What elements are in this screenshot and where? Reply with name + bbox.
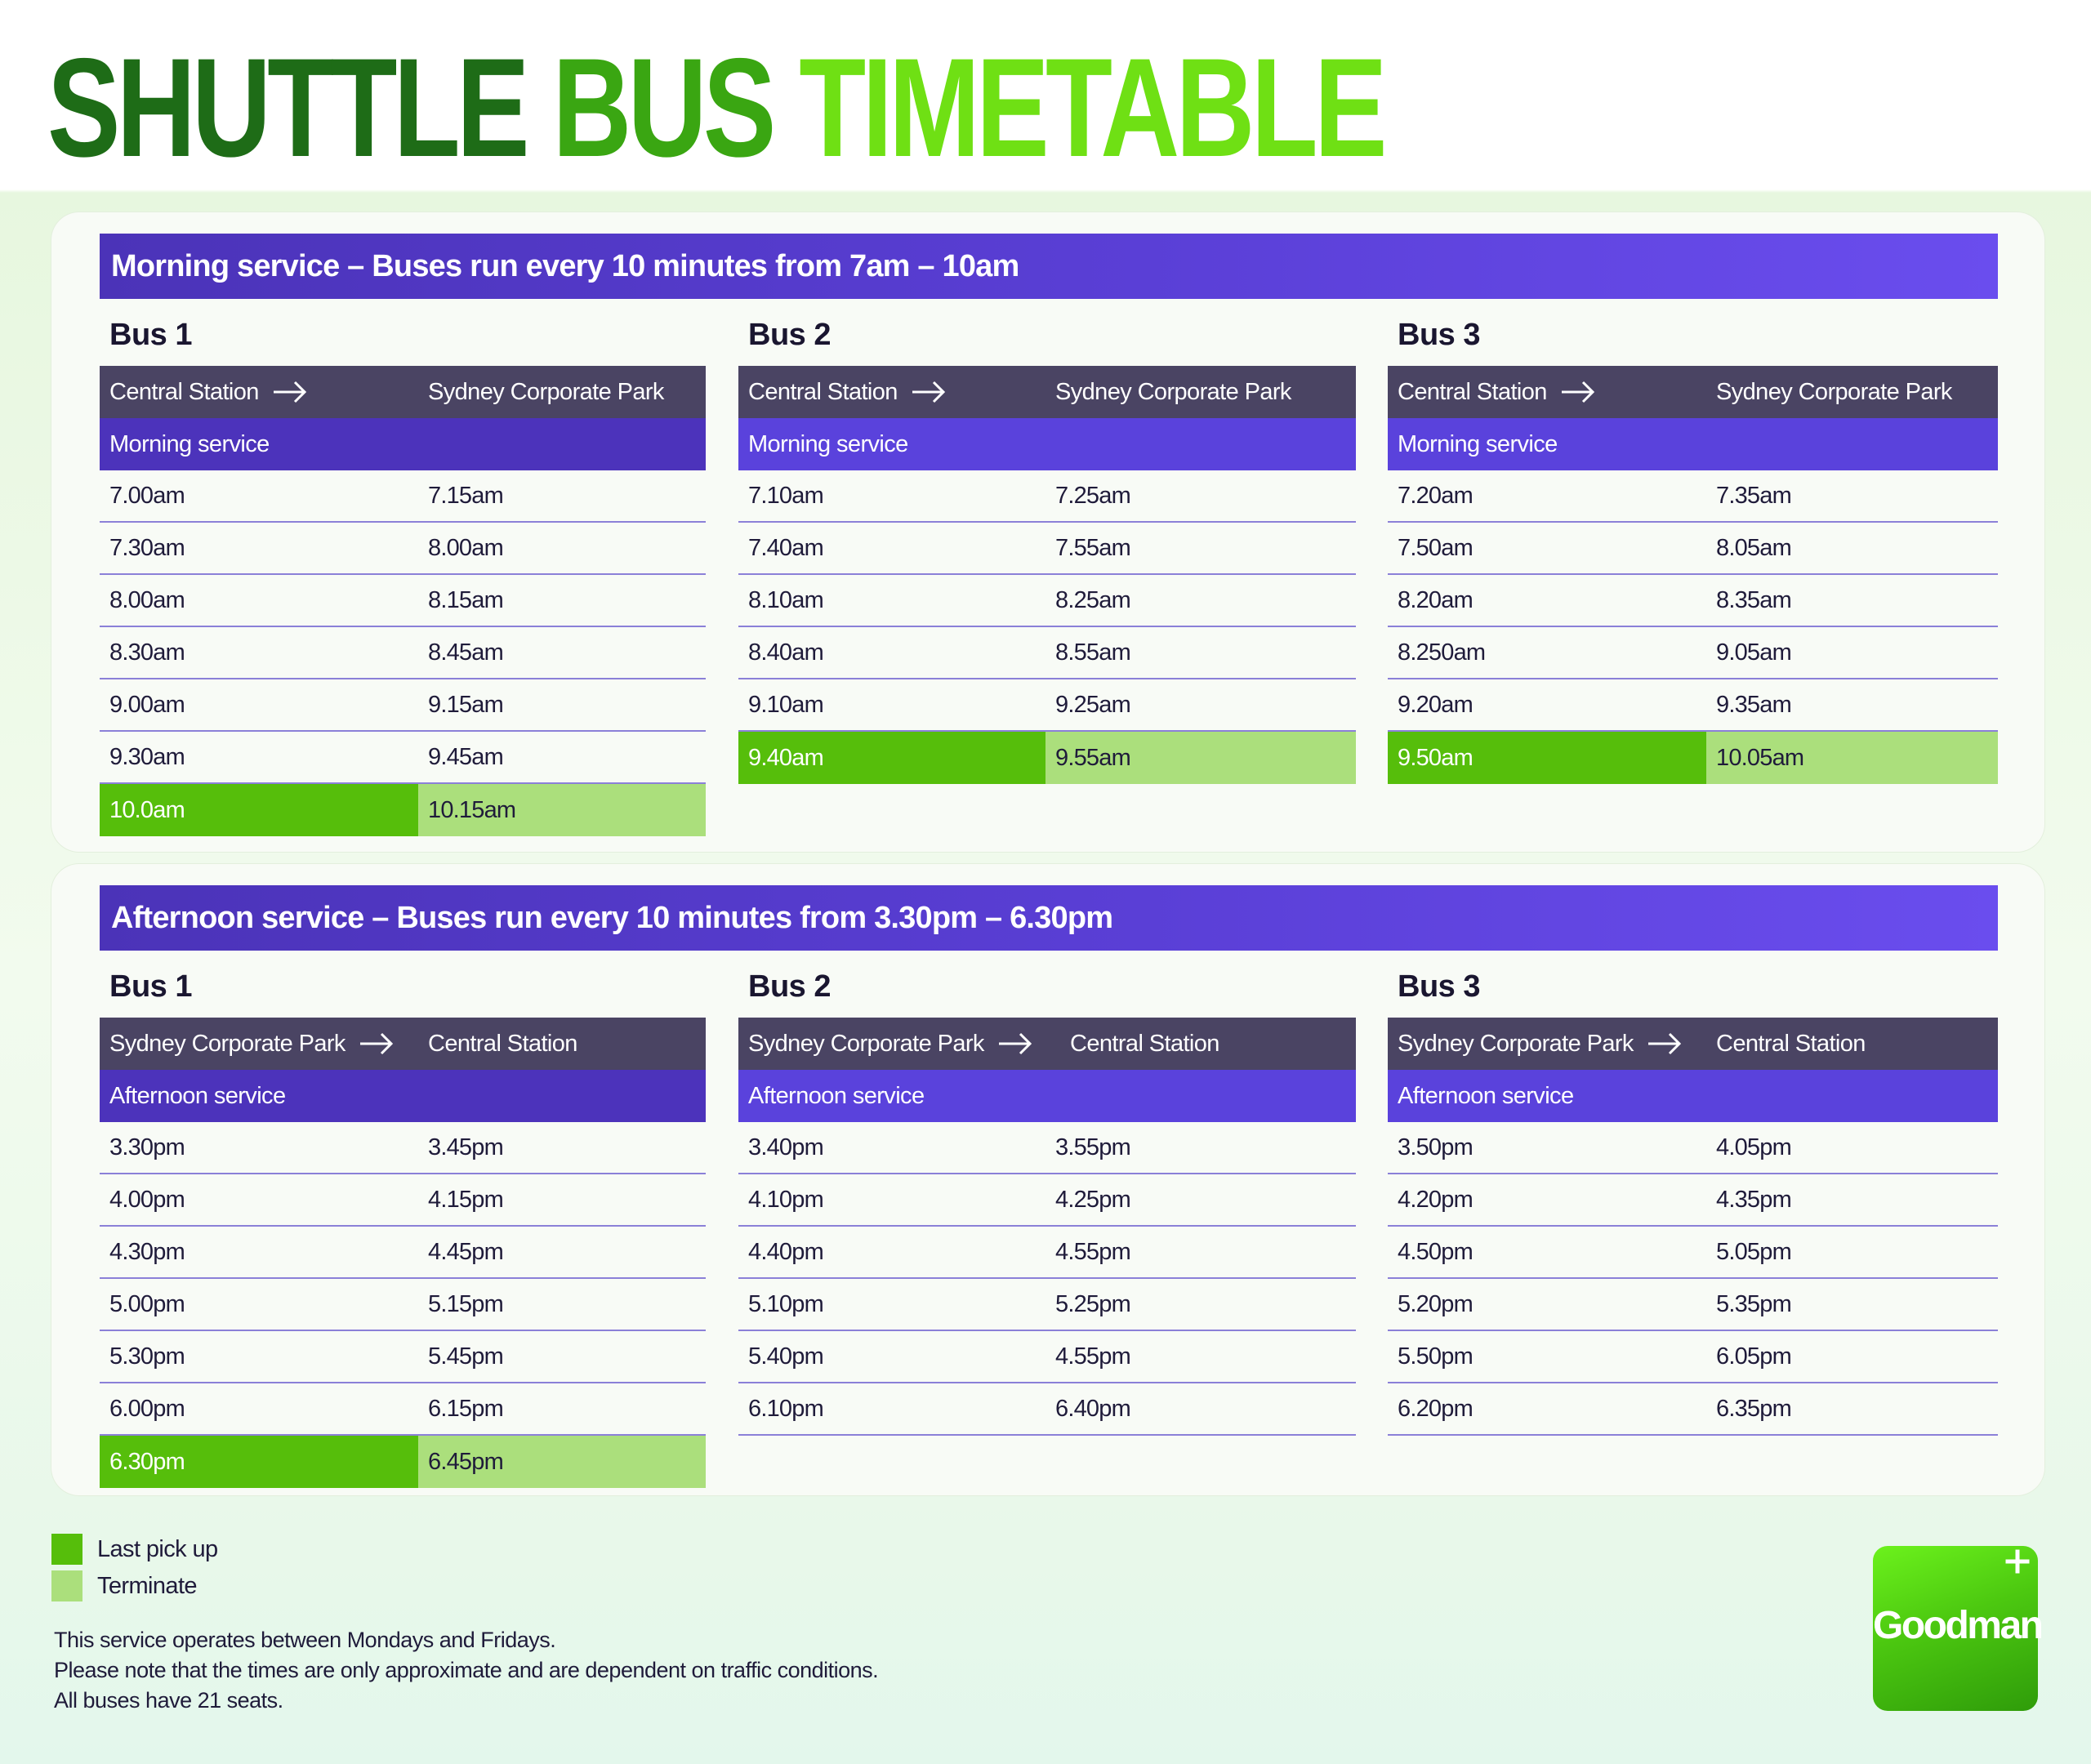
morning-service-panel [51,212,2044,852]
departure-time: 3.50pm [1398,1134,1473,1160]
timetable-row [738,1331,1356,1383]
timetable-row [1388,1383,1998,1436]
route-destination: Central Station [1716,1031,1866,1057]
departure-time: 6.20pm [1398,1396,1473,1422]
service-notes [54,1625,878,1716]
timetable-row [1388,1279,1998,1331]
arrow-right-icon [359,1031,395,1056]
arrival-time: 3.55pm [1055,1134,1130,1160]
legend-label: Last pick up [97,1535,218,1562]
timetable-row [100,627,706,679]
departure-time: 3.40pm [748,1134,823,1160]
route-header [738,366,1356,418]
arrival-time: 6.35pm [1716,1396,1791,1422]
service-label: Morning service [100,418,706,470]
departure-time: 5.00pm [109,1291,185,1317]
legend-item-terminate [51,1568,218,1604]
bus-title: Bus 3 [1398,318,1480,352]
bus-title: Bus 3 [1398,969,1480,1004]
service-label: Morning service [1388,418,1998,470]
title-word-shuttle: SHUTTLE [47,29,526,186]
departure-time: 3.30pm [109,1134,185,1160]
service-label: Morning service [738,418,1356,470]
last-pick-up-time: 9.50am [1388,732,1706,784]
departure-time: 8.00am [109,587,185,613]
arrival-time: 5.25pm [1055,1291,1130,1317]
arrival-time: 9.35am [1716,692,1791,718]
terminate-time: 10.05am [1706,732,1998,784]
arrow-right-icon [1560,380,1596,404]
timetable-row [100,575,706,627]
arrival-time: 8.00am [428,535,503,561]
route-destination: Sydney Corporate Park [428,379,664,405]
arrival-time: 8.25am [1055,587,1130,613]
arrival-time: 8.15am [428,587,503,613]
page-title [47,29,1384,186]
arrival-time: 9.25am [1055,692,1130,718]
departure-time: 9.10am [748,692,823,718]
afternoon-bus-2-table [738,965,1356,1436]
arrival-time: 8.35am [1716,587,1791,613]
departure-time: 8.20am [1398,587,1473,613]
departure-time: 4.50pm [1398,1239,1473,1265]
arrival-time: 7.35am [1716,483,1791,509]
route-destination: Sydney Corporate Park [1055,379,1291,405]
timetable-row [1388,1122,1998,1174]
departure-time: 6.00pm [109,1396,185,1422]
arrow-right-icon [1647,1031,1683,1056]
arrival-time: 4.15pm [428,1187,503,1213]
arrival-time: 7.15am [428,483,503,509]
arrival-time: 8.05am [1716,535,1791,561]
arrival-time: 7.55am [1055,535,1130,561]
timetable-row [1388,627,1998,679]
departure-time: 7.20am [1398,483,1473,509]
last-pick-up-time: 10.0am [100,784,418,836]
afternoon-service-panel [51,864,2044,1495]
departure-time: 8.30am [109,639,185,666]
timetable-row-last [100,784,706,836]
arrival-time: 9.15am [428,692,503,718]
timetable-row [738,523,1356,575]
afternoon-service-banner: Afternoon service – Buses run every 10 minutes from 3.30pm – 6.30pm [100,885,1998,951]
arrival-time: 4.35pm [1716,1187,1791,1213]
terminate-time: 6.45pm [418,1436,706,1488]
route-origin: Sydney Corporate Park [1398,1018,1683,1070]
route-origin: Central Station [1398,366,1596,418]
arrival-time: 5.45pm [428,1343,503,1370]
timetable-row [738,1383,1356,1436]
service-label: Afternoon service [738,1070,1356,1122]
timetable-row-last [100,1436,706,1488]
departure-time: 8.10am [748,587,823,613]
timetable-row [1388,523,1998,575]
timetable-row [738,1279,1356,1331]
arrow-right-icon [997,1031,1033,1056]
terminate-time: 10.15am [418,784,706,836]
timetable-row [100,732,706,784]
timetable-row [100,1279,706,1331]
timetable-row [1388,1174,1998,1227]
timetable-row [738,1227,1356,1279]
arrival-time: 8.55am [1055,639,1130,666]
arrival-time: 4.25pm [1055,1187,1130,1213]
departure-time: 6.10pm [748,1396,823,1422]
timetable-row [1388,1331,1998,1383]
timetable-row [100,1383,706,1436]
route-origin: Sydney Corporate Park [109,1018,395,1070]
timetable-row [1388,1227,1998,1279]
timetable-row [738,470,1356,523]
departure-time: 9.20am [1398,692,1473,718]
route-destination: Central Station [1070,1031,1219,1057]
departure-time: 7.00am [109,483,185,509]
arrival-time: 5.15pm [428,1291,503,1317]
timetable-row [1388,470,1998,523]
goodman-logo [1873,1546,2042,1711]
arrival-time: 3.45pm [428,1134,503,1160]
timetable-row [100,1174,706,1227]
route-header [100,366,706,418]
plus-icon [2004,1548,2031,1575]
morning-service-banner: Morning service – Buses run every 10 minutes from 7am – 10am [100,234,1998,299]
timetable-row [738,575,1356,627]
arrival-time: 9.05am [1716,639,1791,666]
route-header [1388,1018,1998,1070]
departure-time: 4.00pm [109,1187,185,1213]
bus-title: Bus 2 [748,318,831,352]
title-word-bus: BUS [552,29,773,186]
route-header [738,1018,1356,1070]
morning-bus-1-table [100,314,706,836]
timetable-row [100,679,706,732]
arrow-right-icon [272,380,308,404]
departure-time: 8.250am [1398,639,1486,666]
morning-bus-3-table [1388,314,1998,784]
departure-time: 5.10pm [748,1291,823,1317]
note-line: All buses have 21 seats. [54,1688,283,1713]
departure-time: 7.40am [748,535,823,561]
arrival-time: 5.05pm [1716,1239,1791,1265]
timetable-row [1388,575,1998,627]
last-pick-up-time: 9.40am [738,732,1046,784]
timetable-row [100,1122,706,1174]
departure-time: 5.40pm [748,1343,823,1370]
route-origin: Sydney Corporate Park [748,1018,1033,1070]
timetable-row [100,523,706,575]
bus-title: Bus 1 [109,318,192,352]
departure-time: 8.40am [748,639,823,666]
arrival-time: 4.55pm [1055,1343,1130,1370]
arrival-time: 8.45am [428,639,503,666]
arrival-time: 9.45am [428,744,503,770]
afternoon-bus-3-table [1388,965,1998,1436]
departure-time: 7.10am [748,483,823,509]
terminate-swatch [51,1570,82,1601]
arrival-time: 4.45pm [428,1239,503,1265]
arrival-time: 7.25am [1055,483,1130,509]
arrow-right-icon [911,380,947,404]
legend-label: Terminate [97,1572,197,1599]
timetable-row-last [738,732,1356,784]
route-destination: Sydney Corporate Park [1716,379,1952,405]
legend-item-last-pick-up [51,1531,218,1567]
bus-title: Bus 1 [109,969,192,1004]
timetable-row [738,1122,1356,1174]
departure-time: 7.50am [1398,535,1473,561]
timetable-row-last [1388,732,1998,784]
timetable-row [100,1331,706,1383]
title-word-timetable: TIMETABLE [799,29,1384,186]
afternoon-bus-1-table [100,965,706,1488]
timetable-row [100,1227,706,1279]
terminate-time: 9.55am [1046,732,1356,784]
arrival-time: 4.05pm [1716,1134,1791,1160]
arrival-time: 5.35pm [1716,1291,1791,1317]
departure-time: 5.30pm [109,1343,185,1370]
bus-title: Bus 2 [748,969,831,1004]
timetable-row [100,470,706,523]
timetable-row [1388,679,1998,732]
departure-time: 5.50pm [1398,1343,1473,1370]
timetable-row [738,1174,1356,1227]
last-pick-up-time: 6.30pm [100,1436,418,1488]
route-header [1388,366,1998,418]
timetable-row [738,627,1356,679]
departure-time: 4.10pm [748,1187,823,1213]
arrival-time: 4.55pm [1055,1239,1130,1265]
arrival-time: 6.15pm [428,1396,503,1422]
departure-time: 9.00am [109,692,185,718]
departure-time: 9.30am [109,744,185,770]
timetable-row [738,679,1356,732]
service-label: Afternoon service [1388,1070,1998,1122]
last-pick-up-swatch [51,1534,82,1565]
route-destination: Central Station [428,1031,577,1057]
route-origin: Central Station [109,366,308,418]
morning-bus-2-table [738,314,1356,784]
arrival-time: 6.40pm [1055,1396,1130,1422]
legend [51,1531,218,1605]
note-line: Please note that the times are only approximate and are dependent on traffic conditions. [54,1658,879,1682]
departure-time: 4.30pm [109,1239,185,1265]
note-line: This service operates between Mondays and Fridays. [54,1628,556,1652]
route-header [100,1018,706,1070]
departure-time: 7.30am [109,535,185,561]
route-origin: Central Station [748,366,947,418]
departure-time: 4.20pm [1398,1187,1473,1213]
departure-time: 5.20pm [1398,1291,1473,1317]
service-label: Afternoon service [100,1070,706,1122]
departure-time: 4.40pm [748,1239,823,1265]
arrival-time: 6.05pm [1716,1343,1791,1370]
logo-text: Goodman [1873,1604,2042,1647]
